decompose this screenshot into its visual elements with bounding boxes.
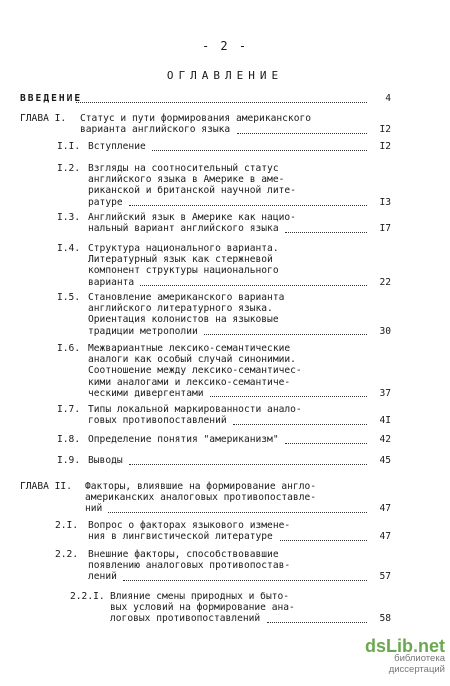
- entry-title-line: Становление американского варианта: [88, 292, 285, 303]
- entry-title-line: Соотношение между лексико-семантичес-: [88, 365, 302, 377]
- entry-title-line: ческими дивергентами: [88, 387, 204, 399]
- chapter-label: ГЛАВА I.: [20, 113, 67, 124]
- entry-title-line: Факторы, влиявшие на формирование англо-: [85, 481, 317, 492]
- section-number: I.I.: [57, 141, 81, 152]
- section-number: 2.2.I.: [70, 591, 105, 602]
- entry-title: [88, 455, 123, 466]
- page-ref: 47: [379, 503, 391, 515]
- leader-dots: [140, 284, 367, 286]
- page-ref: I2: [379, 141, 391, 152]
- leader-dots: [123, 579, 367, 581]
- page-ref: 22: [379, 276, 391, 288]
- entry-title-line: американских аналоговых противопоставле-: [85, 492, 317, 504]
- page-ref: I3: [379, 196, 391, 208]
- entry-title: [88, 243, 279, 288]
- entry-title-line: варианта английского языка: [80, 124, 231, 136]
- section-number: I.4.: [57, 243, 81, 254]
- page-ref: 37: [379, 387, 391, 399]
- leader-dots: [76, 101, 367, 103]
- page-ref: 57: [379, 571, 391, 583]
- entry-title-line: Вопрос о факторах языкового измене-: [88, 520, 291, 531]
- entry-title: [88, 163, 296, 208]
- entry-title: [88, 434, 279, 445]
- entry-title: [88, 212, 296, 234]
- entry-title: [88, 141, 146, 152]
- section-number: I.6.: [57, 343, 81, 354]
- entry-title-line: появлению аналоговых противопостав-: [88, 560, 291, 572]
- section-number: I.3.: [57, 212, 81, 223]
- leader-dots: [267, 621, 367, 623]
- entry-title: [88, 343, 302, 399]
- entry-title-line: кими аналогами и лексико-семантиче-: [88, 376, 291, 388]
- entry-title-line: ратуре: [88, 196, 123, 208]
- entry-title-line: риканской и британской научной лите-: [88, 185, 296, 197]
- entry-title-line: логовых противопоставлений: [110, 613, 261, 625]
- entry-title-line: Структура национального варианта.: [88, 243, 279, 254]
- leader-dots: [108, 511, 367, 513]
- entry-title-line: Литературный язык как стержневой: [88, 254, 273, 266]
- entry-title-line: аналоги как особый случай синонимии.: [88, 354, 296, 366]
- leader-dots: [233, 423, 367, 425]
- entry-title: [88, 549, 290, 583]
- entry-title-line: английского литературного языка.: [88, 303, 273, 315]
- page-ref: 4: [385, 93, 391, 104]
- entry-title-line: компонент структуры национального: [88, 265, 279, 277]
- entry-title: [85, 481, 316, 515]
- site-subtitle: библиотека диссертаций: [388, 653, 445, 676]
- leader-dots: [152, 149, 367, 151]
- section-number: 2.2.: [55, 549, 79, 560]
- entry-title-line: традиции метрополии: [88, 325, 198, 337]
- entry-title-line: ния в лингвистической литературе: [88, 531, 273, 543]
- leader-dots: [129, 204, 367, 206]
- entry-title-line: Определение понятия "американизм": [88, 434, 279, 445]
- entry-title-line: Взгляды на соотносительный статус: [88, 163, 279, 174]
- entry-title-line: Ориентация колонистов на языковые: [88, 314, 279, 326]
- leader-dots: [285, 231, 367, 233]
- entry-title-line: варианта: [88, 276, 135, 288]
- page-ref: 45: [379, 455, 391, 466]
- site-logo: dsLib.net: [364, 636, 445, 656]
- leader-dots: [210, 395, 367, 397]
- entry-title-line: Внешние факторы, способствовавшие: [88, 549, 279, 560]
- page-number: - 2 -: [201, 39, 249, 53]
- page-ref: I2: [379, 124, 391, 136]
- entry-title-line: Типы локальной маркированности анало-: [88, 404, 302, 415]
- section-number: I.7.: [57, 404, 81, 415]
- entry-title: [88, 520, 290, 542]
- watermark: [345, 636, 445, 676]
- page-ref: 30: [379, 325, 391, 337]
- section-number: I.5.: [57, 292, 81, 303]
- leader-dots: [237, 132, 367, 134]
- section-number: 2.I.: [55, 520, 79, 531]
- entry-title-line: Статус и пути формирования американского: [80, 113, 312, 124]
- section-number: I.8.: [57, 434, 81, 445]
- page-ref: 42: [379, 434, 391, 445]
- section-number: I.9.: [57, 455, 81, 466]
- leader-dots: [129, 463, 367, 465]
- entry-title-line: нальный вариант английского языка: [88, 223, 279, 235]
- entry-title-line: лений: [88, 571, 117, 583]
- leader-dots: [285, 442, 367, 444]
- leader-dots: [280, 539, 367, 541]
- entry-title-line: Межвариантные лексико-семантические: [88, 343, 291, 354]
- entry-title-line: вых условий на формирование ана-: [110, 602, 295, 614]
- page-ref: 4I: [379, 415, 391, 427]
- page-ref: I7: [379, 223, 391, 235]
- toc-heading: ОГЛАВЛЕНИЕ: [166, 69, 284, 82]
- entry-title-line: ний: [85, 503, 103, 515]
- chapter-label: ГЛАВА II.: [20, 481, 72, 492]
- page-ref: 58: [379, 613, 391, 625]
- intro-label: ВВЕДЕНИЕ: [20, 93, 83, 104]
- page-ref: 47: [379, 531, 391, 543]
- entry-title-line: Влияние смены природных и быто-: [110, 591, 290, 602]
- section-number: I.2.: [57, 163, 81, 174]
- leader-dots: [204, 333, 367, 335]
- entry-title-line: Английский язык в Америке как нацио-: [88, 212, 296, 223]
- entry-title-line: говых противопоставлений: [88, 415, 227, 427]
- entry-title-line: Вступление: [88, 141, 146, 152]
- entry-title-line: английского языка в Америке в аме-: [88, 174, 285, 186]
- entry-title: [110, 591, 295, 625]
- entry-title: [88, 292, 284, 337]
- entry-title-line: Выводы: [88, 455, 123, 466]
